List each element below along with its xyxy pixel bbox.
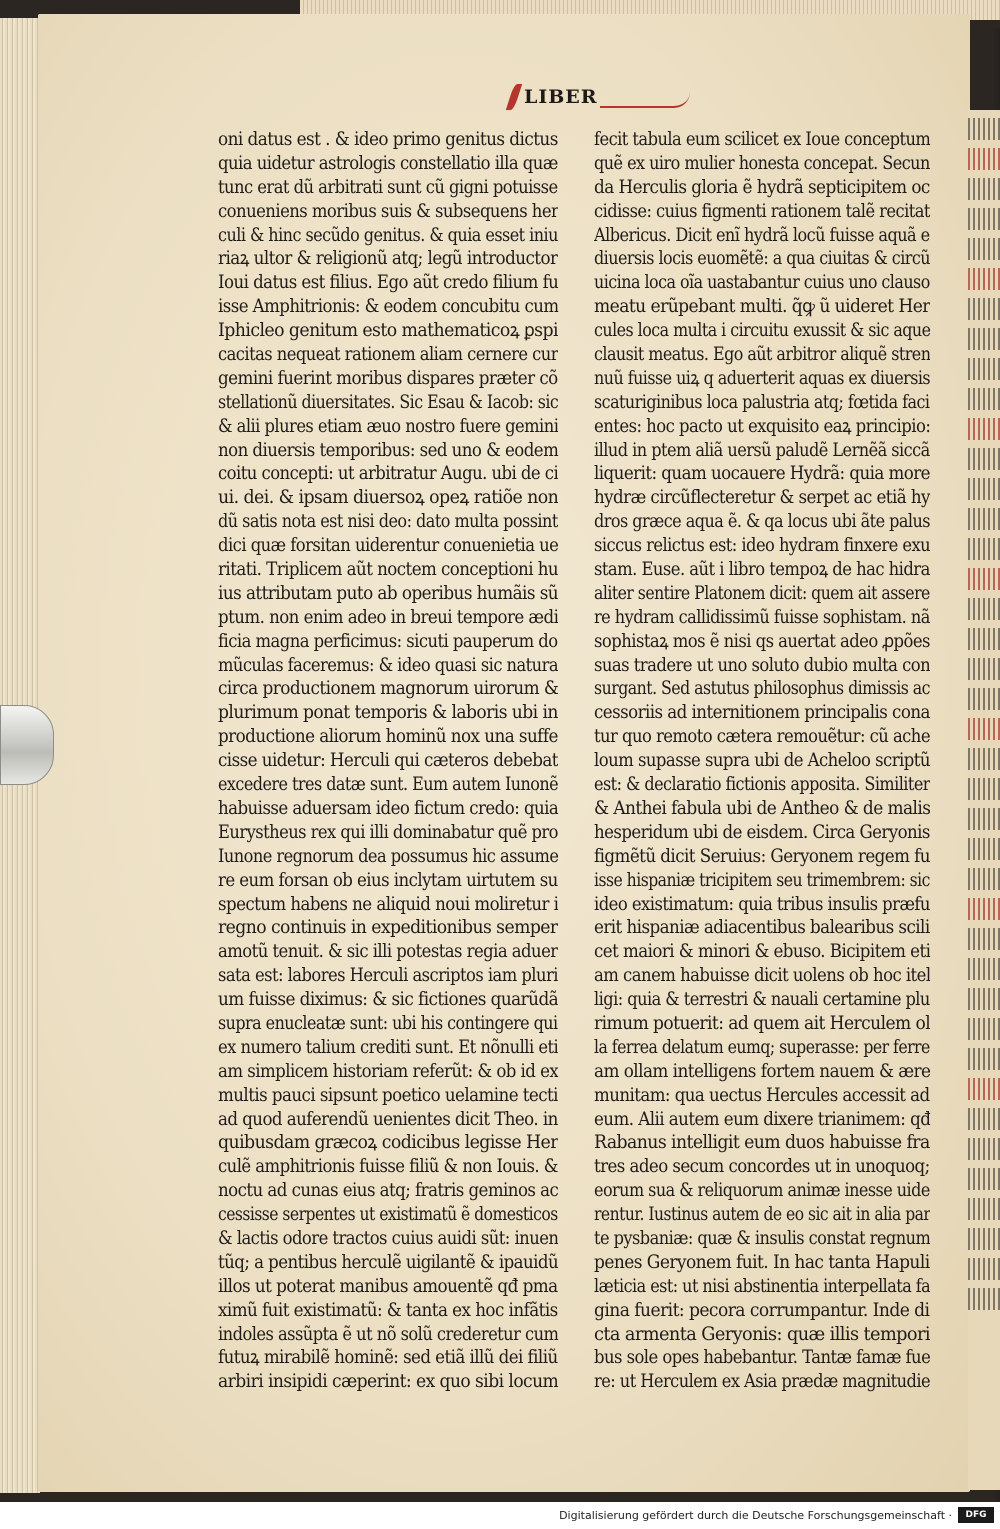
text-line: bus sole opes habebantur. Tantæ famæ fue xyxy=(594,1347,930,1369)
text-line: am simplicem historiam referũt: & ob id ex xyxy=(218,1060,559,1082)
text-line: cules loca multa i circuitu exussit & sic aque xyxy=(594,320,931,342)
text-line: productione aliorum hominũ nox una suffe xyxy=(218,726,558,748)
text-column-left xyxy=(218,128,558,1394)
text-line: eum. Alii autem eum dixere trianimem: qđ xyxy=(594,1108,931,1130)
text-line: cta armenta Geryonis: quæ illis tempori xyxy=(594,1323,930,1345)
text-line: hydræ circũflecteretur & serpet ac etiã hy xyxy=(594,487,930,509)
text-line: habuisse aduersam ideo fictum credo: quia xyxy=(218,797,559,819)
text-line: riaꝝ ultor & religionũ atq; legũ introductor xyxy=(218,248,558,270)
text-line: dros græce aqua ẽ. & qa locus ubi ãte palus xyxy=(594,511,930,533)
text-line: isse Amphitrionis: & eodem concubitu cum xyxy=(218,296,559,318)
text-line: sata est: labores Herculi ascriptos iam pluri xyxy=(218,965,558,987)
text-line: rentur. Iustinus autem de eo sic ait in alia par xyxy=(594,1204,931,1226)
text-line: ui. dei. & ipsam diuersoꝝ opeꝝ ratiõe non xyxy=(218,487,558,509)
text-line: tunc erat dũ arbitrati sunt cũ gigni potuisse xyxy=(218,176,558,198)
text-line: am ollam intelligens fortem nauem & ære xyxy=(594,1060,931,1082)
text-line: arbiri insipidi cæperint: ex quo sibi locum xyxy=(218,1371,559,1393)
text-line: te pysbaniæ: quæ & insulis constat regnum xyxy=(594,1227,931,1249)
text-line: penes Geryonem fuit. In hac tanta Hapuli xyxy=(594,1251,930,1273)
text-line: ad quod auferendũ uenientes dicit Theo. in xyxy=(218,1108,558,1130)
red-flourish xyxy=(600,92,690,108)
text-line: uicina loca oĩa uastabantur cuius uno clauso xyxy=(594,272,930,294)
text-line: Rabanus intelligit eum duos habuisse fra xyxy=(594,1132,930,1154)
text-line: ligi: quia & terrestri & nauali certamine plu xyxy=(594,989,930,1011)
text-line: cacitas nequeat rationem aliam cernere cur xyxy=(218,344,558,366)
text-column-right xyxy=(594,128,930,1394)
text-line: am canem habuisse dicit uolens ob hoc itel xyxy=(594,965,931,987)
text-line: ius attributam puto ab operibus humãis sũ xyxy=(218,582,559,604)
text-line: illos ut poterat manibus amouentẽ qđ pma xyxy=(218,1275,558,1297)
text-line: Albericus. Dicit enĩ hydrã locũ fuisse aquã e xyxy=(594,224,930,246)
text-line: futuꝝ mirabilẽ hominẽ: sed etiã illũ dei filiũ xyxy=(218,1347,558,1369)
text-line: sophistaꝝ mos ẽ nisi qs auertat adeo ꝓpões xyxy=(594,630,930,652)
text-line: re: ut Herculem ex Asia prædæ magnitudie xyxy=(594,1371,930,1393)
text-line: cessisse serpentes ut existimatũ ẽ domesticos xyxy=(218,1204,558,1226)
text-line: coitu concepti: ut arbitratur Augu. ubi de ci xyxy=(218,463,558,485)
text-line: culẽ amphitrionis fuisse filiũ & non Iouis. & xyxy=(218,1156,558,1178)
text-line: & Anthei fabula ubi de Antheo & de malis xyxy=(594,797,931,819)
book-clasp xyxy=(0,705,54,785)
text-line: tur quo remoto cætera remouẽtur: cũ ache xyxy=(594,726,930,748)
next-page-edge xyxy=(968,110,1000,1490)
text-line: illud in ptem aliã uersũ paludẽ Lernẽã siccã xyxy=(594,439,930,461)
text-line: re hydram callidissimũ fuisse sophistam. nã xyxy=(594,606,930,628)
footer-bar xyxy=(0,1502,1000,1529)
text-line: clausit meatus. Ego aũt arbitror aliquẽ stren xyxy=(594,344,930,366)
text-line: non diuersis temporibus: sed uno & eodem xyxy=(218,439,559,461)
text-line: tũq; a pentibus herculẽ uigilantẽ & ipauidũ xyxy=(218,1251,559,1273)
text-line: ideo existimatum: quia tribus insulis præfu xyxy=(594,893,930,915)
text-line: est: & declaratio fictionis apposita. Similiter xyxy=(594,774,930,796)
text-line: fecit tabula eum scilicet ex Ioue conceptum xyxy=(594,129,931,150)
text-line: quibusdam græcoꝝ codicibus legisse Her xyxy=(218,1132,558,1154)
text-line: & lactis odore tractos cuius auidi sũt: inuen xyxy=(218,1227,559,1249)
text-line: indoles assũpta ẽ ut nõ solũ crederetur cum xyxy=(218,1323,559,1345)
text-line: læticia est: ut nisi abstinentia interpellata fa xyxy=(594,1275,931,1297)
text-line: re eum forsan ob eius inclytam uirtutem su xyxy=(218,869,558,891)
text-line: munitam: qua uectus Hercules accessit ad xyxy=(594,1084,930,1106)
text-line: hesperidum ubi de eisdem. Circa Geryonis xyxy=(594,821,930,843)
text-line: mũculas faceremus: & ideo quasi sic natura xyxy=(218,654,559,676)
text-line: aliter sentire Platonem dicit: quem ait assere xyxy=(594,582,930,604)
text-line: rimum potuerit: ad quem ait Herculem ol xyxy=(594,1012,931,1034)
text-line: conueniens moribus suis & subsequens her xyxy=(218,200,558,222)
text-line: erit hispaniæ adiacentibus balearibus scili xyxy=(594,917,930,939)
text-line: figmẽtũ dicit Seruius: Geryonem regem fu xyxy=(594,845,930,867)
text-line: oni datus est . & ideo primo genitus dictus xyxy=(218,129,558,150)
text-line: dici quæ forsitan uiderentur conuenietia ue xyxy=(218,535,559,557)
text-line: spectum habens ne aliquid noui moliretur i xyxy=(218,893,559,915)
text-line: ximũ fuit existimatũ: & tanta ex hoc infãtis xyxy=(218,1299,558,1321)
text-line: meatu erũpebant multi. q̃ꝙ ũ uideret Her xyxy=(594,296,930,318)
text-line: circa productionem magnorum uirorum & xyxy=(218,678,559,700)
text-line: ptum. non enim adeo in breui tempore ædi xyxy=(218,606,559,628)
text-line: amotũ tenuit. & sic illi potestas regia aduer xyxy=(218,941,558,963)
text-line: cet maiori & minori & ebuso. Bicipitem eti xyxy=(594,941,931,963)
text-line: ex numero talium crediti sunt. Et nõnulli eti xyxy=(218,1036,558,1058)
text-line: Eurystheus rex qui illi dominabatur quẽ pro xyxy=(218,821,558,843)
text-line: eorum sua & reliquorum animæ inesse uide xyxy=(594,1180,930,1202)
text-line: cisse uidetur: Herculi qui cæteros debebat xyxy=(218,750,558,772)
text-line: da Herculis gloria ẽ hydrã septicipitem oc xyxy=(594,176,930,198)
text-line: scaturiginibus loca palustria atq; fœtida faci xyxy=(594,391,930,413)
text-line: gemini fuerint moribus dispares præter cõ xyxy=(218,367,558,389)
text-line: dũ satis nota est nisi deo: dato multa possint xyxy=(218,511,558,533)
text-line: isse hispaniæ tricipitem seu trimembrem: sic xyxy=(594,869,930,891)
text-line: cidisse: cuius figmenti rationem talẽ recitat xyxy=(594,200,930,222)
text-line: stellationũ diuersitates. Sic Esau & Iacob: sic xyxy=(218,391,559,413)
text-line: cessoriis ad internitionem principalis cona xyxy=(594,702,930,724)
text-line: excedere tres datæ sunt. Eum autem Iunonẽ xyxy=(218,774,559,796)
text-line: plurimum ponat temporis & laboris ubi in xyxy=(218,702,558,724)
text-line: siccus relictus est: ideo hydram finxere exu xyxy=(594,535,930,557)
footer-credit: Digitalisierung gefördert durch die Deutsche Forschungsgemeinschaft · xyxy=(559,1509,952,1522)
text-line: la ferrea delatum eumq; superasse: per ferre xyxy=(594,1036,930,1058)
text-line: tres adeo secum concordes ut in unoquoq; xyxy=(594,1156,930,1178)
text-line: suas tradere ut uno soluto dubio multa con xyxy=(594,654,930,676)
running-title: LIBER xyxy=(524,86,598,108)
text-line: quia uidetur astrologis constellatio illa quæ xyxy=(218,152,558,174)
text-line: & alii plures etiam æuo nostro fuere gemini xyxy=(218,415,558,437)
text-line: gina fuerit: pecora corrumpantur. Inde di xyxy=(594,1299,930,1321)
text-line: Ioui datus est filius. Ego aũt credo filium fu xyxy=(218,272,559,294)
text-line: quẽ ex uiro mulier honesta concepat. Secun xyxy=(594,152,930,174)
text-line: noctu ad cunas eius atq; fratris geminos ac xyxy=(218,1180,559,1202)
text-line: nuũ fuisse uiꝝ q aduerterit aquas ex diuersis xyxy=(594,367,930,389)
running-header xyxy=(510,84,690,110)
text-line: diuersis locis euomẽtẽ: a qua ciuitas & circũ xyxy=(594,248,930,270)
text-line: liquerit: quam uocauere Hydrã: quia more xyxy=(594,463,930,485)
text-line: multis pauci sipsunt poetico uelamine tecti xyxy=(218,1084,558,1106)
text-line: surgant. Sed astutus philosophus dimissis ac xyxy=(594,678,930,700)
text-line: supra enucleatæ sunt: ubi his contingere qui xyxy=(218,1012,558,1034)
text-line: regno continuis in expeditionibus semper xyxy=(218,917,558,939)
text-line: loum supasse supra ubi de Acheloo scriptũ xyxy=(594,750,930,772)
text-line: um fuisse diximus: & sic fictiones quarũdã xyxy=(218,989,558,1011)
text-line: stam. Euse. aũt i libro tempoꝝ de hac hidra xyxy=(594,559,930,581)
text-line: culi & hinc secũdo genitus. & quia esset iniu xyxy=(218,224,558,246)
text-line: Iphicleo genitum esto mathematicoꝝ ꝑspi xyxy=(218,320,558,342)
text-line: Iunone regnorum dea possumus hic assume xyxy=(218,845,558,867)
dfg-logo: DFG xyxy=(958,1507,994,1523)
text-line: entes: hoc pacto ut exquisito eaꝝ principio: xyxy=(594,415,931,437)
text-line: ritati. Triplicem aũt noctem conceptioni hu xyxy=(218,559,558,581)
text-line: ficia magna perficimus: sicuti pauperum do xyxy=(218,630,558,652)
